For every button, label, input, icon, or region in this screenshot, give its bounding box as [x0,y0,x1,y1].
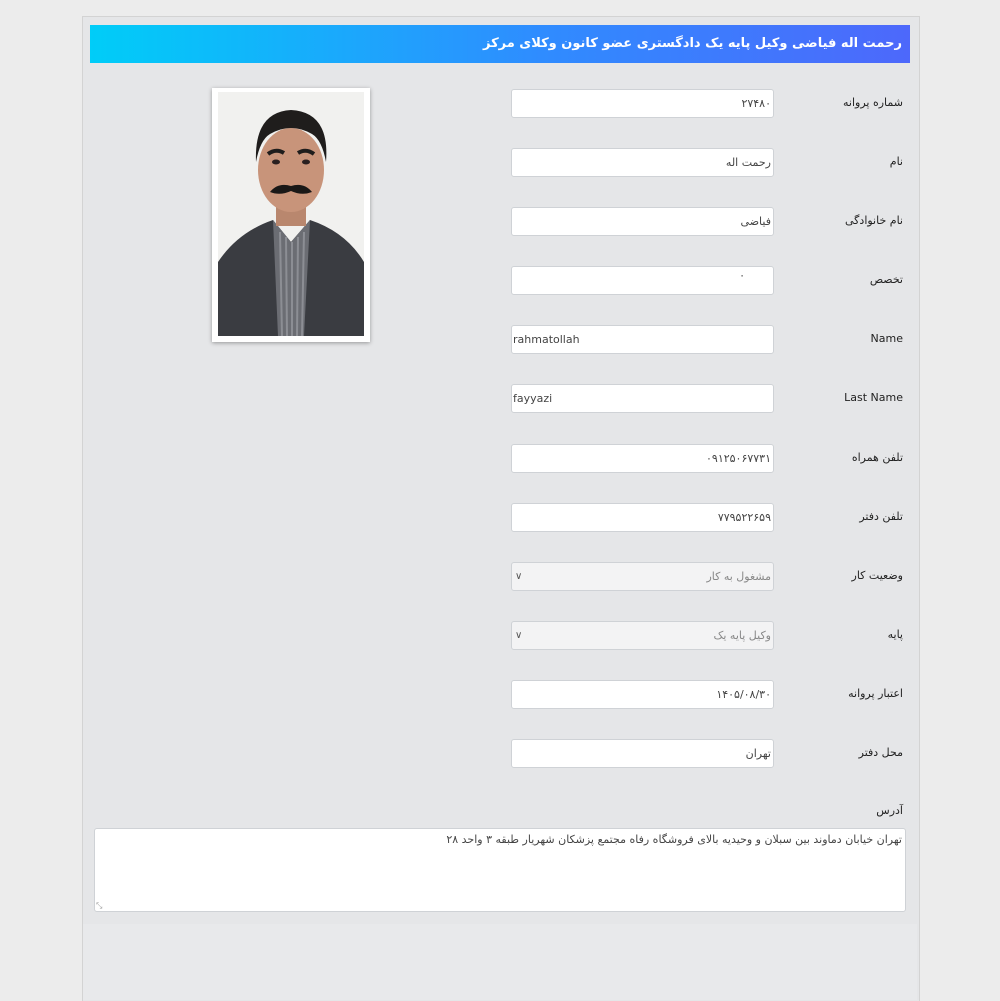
work-status-label: وضعیت کار [851,569,903,582]
license-number-label: شماره پروانه [843,96,903,109]
address-textarea[interactable] [94,828,906,912]
mobile-field[interactable]: ۰۹۱۲۵۰۶۷۷۳۱ [511,444,774,473]
office-phone-field[interactable]: ۷۷۹۵۲۲۶۵۹ [511,503,774,532]
mobile-label: تلفن همراه [851,451,903,464]
grade-select[interactable] [511,621,774,650]
address-text: تهران خیابان دماوند بین سبلان و وحیدیه بالای فروشگاه رفاه مجتمع پزشکان شهریار طبقه ۳ واحد ۲۸ [446,833,902,846]
page-title: رحمت اله فیاضی وکیل پایه یک دادگستری عضو کانون وکلای مرکز [90,25,910,63]
specialty-label: تخصص [869,273,903,286]
last-name-en-field[interactable]: fayyazi [511,384,774,413]
chevron-down-icon: ∨ [515,630,523,641]
office-phone-label: تلفن دفتر [859,510,903,523]
work-status-value: مشغول به کار [706,570,771,583]
footer-area [83,924,917,1000]
office-location-label: محل دفتر [858,746,903,759]
license-validity-label: اعتبار پروانه [848,687,903,700]
grade-value: وکیل پایه یک [713,629,771,642]
office-location-field[interactable]: تهران [511,739,774,768]
name-en-label: Name [870,332,903,345]
first-name-field[interactable]: رحمت اله [511,148,774,177]
last-name-label: نام خانوادگی [845,214,903,227]
last-name-field[interactable]: فیاضی [511,207,774,236]
grade-label: پایه [887,628,903,641]
first-name-label: نام [889,155,903,168]
license-validity-field[interactable]: ۱۴۰۵/۰۸/۳۰ [511,680,774,709]
name-en-field[interactable]: rahmatollah [511,325,774,354]
chevron-down-icon: ∨ [515,571,523,582]
resize-handle-icon[interactable]: ⤡ [96,901,103,910]
specialty-field[interactable]: ۰ [511,266,774,295]
address-label: آدرس [876,804,903,817]
license-number-field[interactable]: ۲۷۴۸۰ [511,89,774,118]
last-name-en-label: Last Name [844,391,903,404]
work-status-select[interactable] [511,562,774,591]
lawyer-photo [212,88,370,342]
